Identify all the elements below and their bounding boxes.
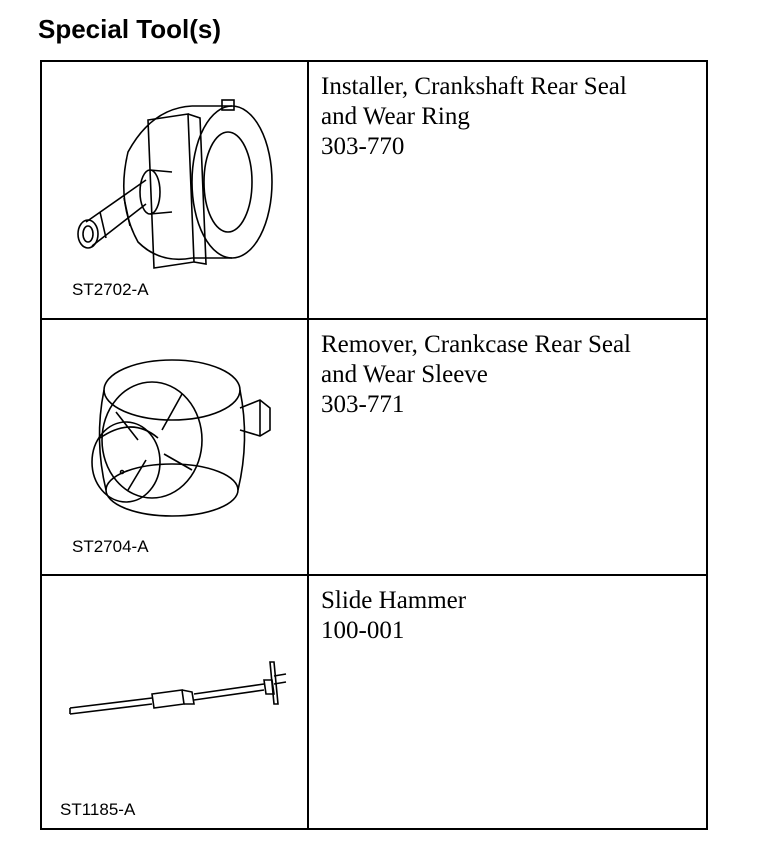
remover-tool-icon [42,320,307,574]
tool-image-cell [42,320,309,574]
figure-label: ST2704-A [72,537,149,556]
tool-description [321,586,466,646]
tool-name-line: Installer, Crankshaft Rear Seal [321,73,627,100]
tool-description-cell [309,320,706,574]
page-title: Special Tool(s) [38,14,221,44]
tool-description [321,72,627,162]
tool-image-cell [42,576,309,828]
tool-name-line: and Wear Ring [321,103,470,130]
special-tools-table [40,60,708,830]
table-row [42,62,706,320]
tool-description-cell [309,576,706,828]
slide-hammer-icon [42,576,307,826]
figure-label: ST2702-A [72,280,149,299]
tool-number: 303-771 [321,391,405,418]
tool-name-line: Remover, Crankcase Rear Seal [321,331,631,358]
tool-description [321,330,631,420]
tool-name-line: Slide Hammer [321,587,467,614]
figure-label: ST1185-A [60,800,136,819]
tool-name-line: and Wear Sleeve [321,361,488,388]
tool-number: 100-001 [321,617,405,644]
table-row [42,320,706,576]
tool-image-cell [42,62,309,318]
tool-description-cell [309,62,706,318]
table-row [42,576,706,828]
tool-number: 303-770 [321,133,405,160]
